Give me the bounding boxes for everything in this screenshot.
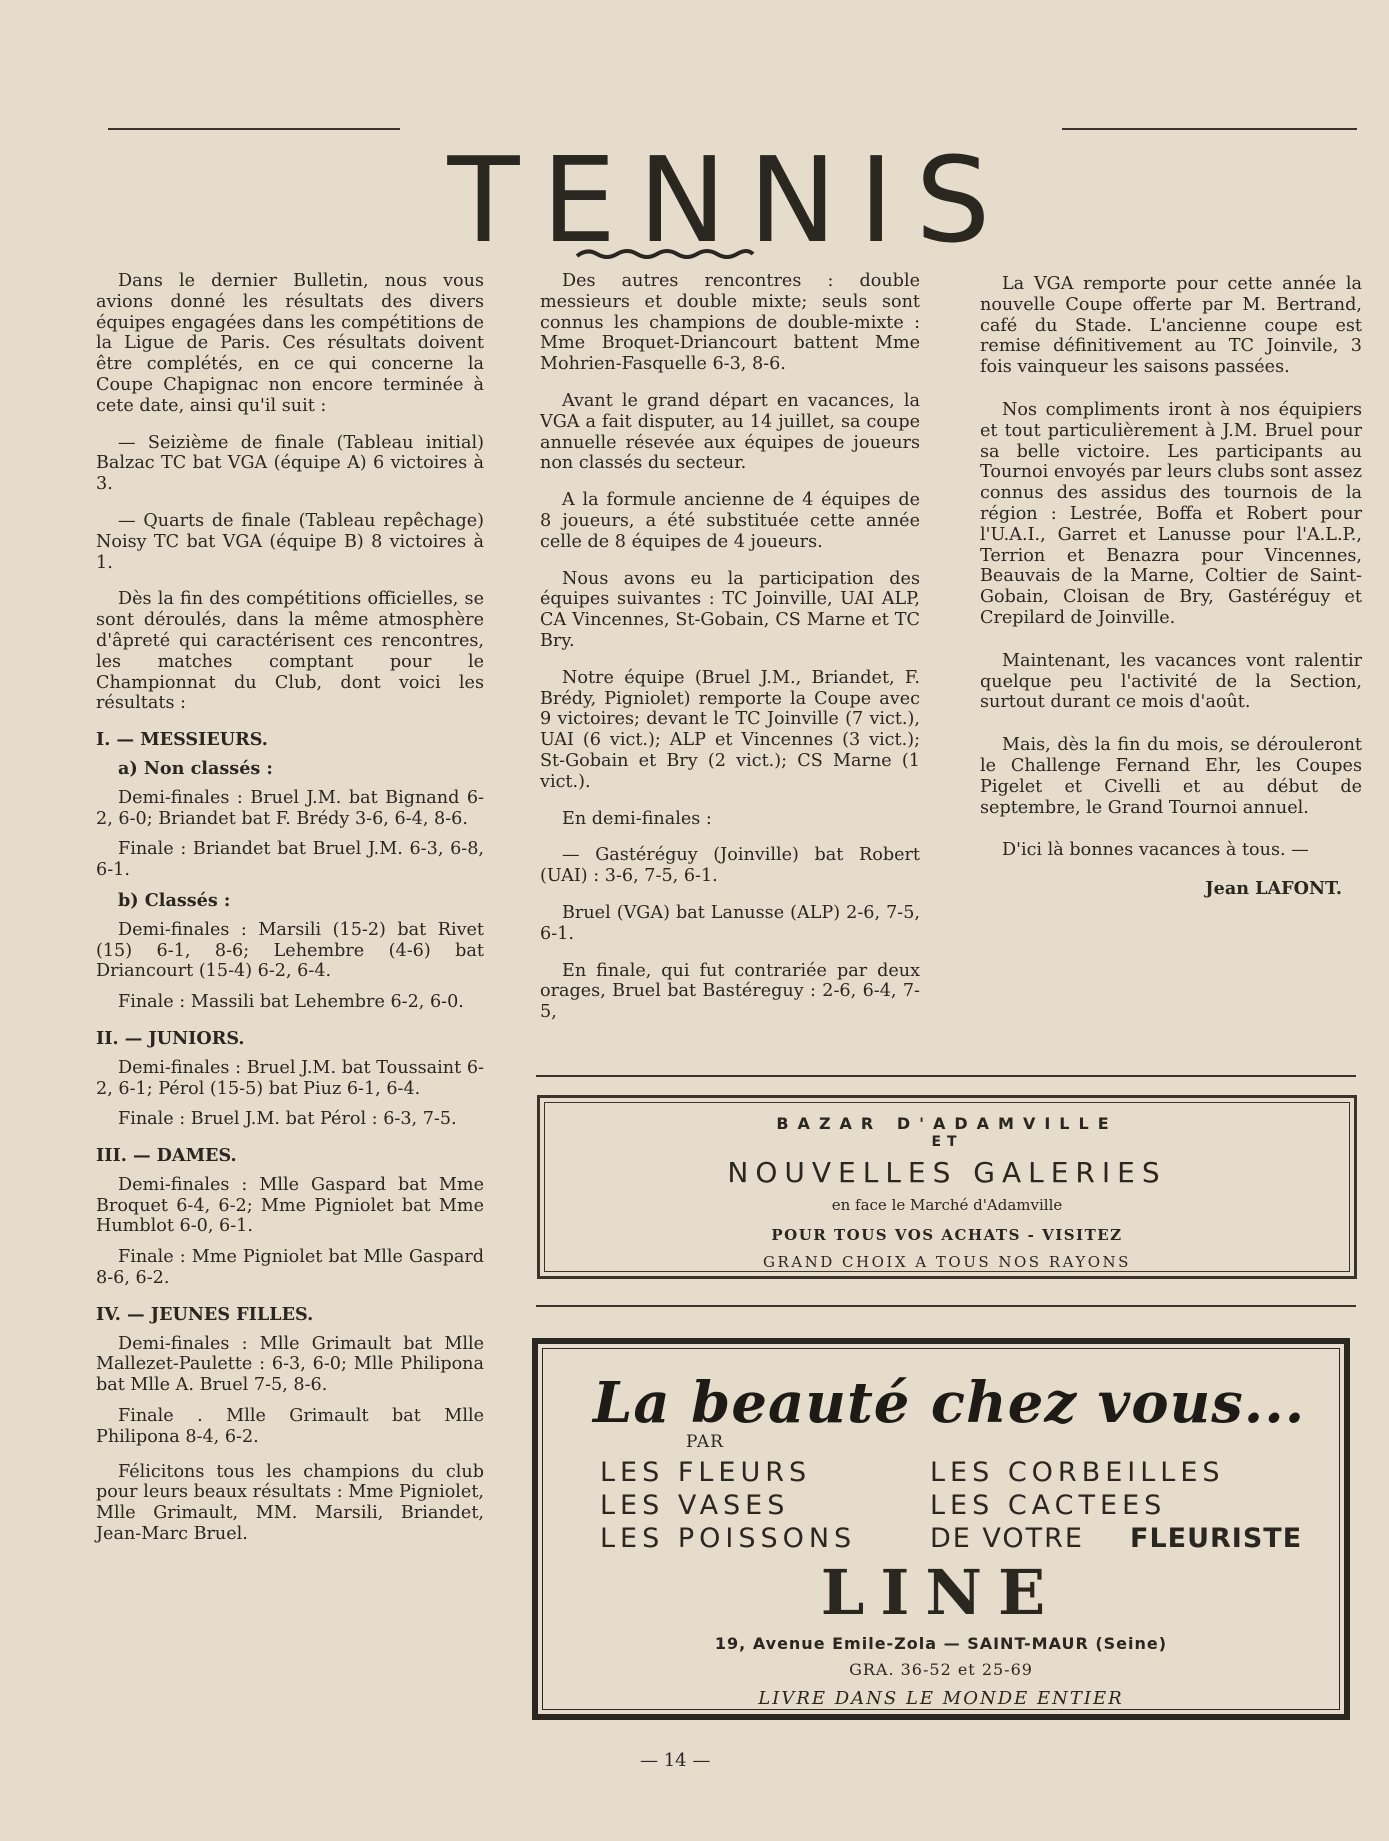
paragraph: Nos compliments iront à nos équipiers et tout particulièrement à J.M. Bruel pour sa belle victoire. Les participants au Tournoi envoyés par leurs clubs sont assez connus des assidus des tournois de la région : Lestrée, Boffa et Robert pour l'U.A.I., Garret et Lanusse pour l'A.L.P., Terrion et Benazra pour Vincennes, Beauvais de la Marne, Coltier de Saint-Gobain, Cloisan de Bry, Gastéréguy et Crepilard de Joinville. xyxy=(980,399,1362,628)
closing-paragraph: Félicitons tous les champions du club pour leurs beaux résultats : Mme Pigniolet, Mlle Grimault, MM. Marsili, Briandet, Jean-Marc Bruel. xyxy=(96,1461,484,1545)
paragraph: En finale, qui fut contrariée par deux orages, Bruel bat Bastéreguy : 2-6, 6-4, 7-5, xyxy=(540,960,920,1023)
result-item: Demi-finales : Bruel J.M. bat Bignand 6-2, 6-0; Briandet bat F. Brédy 3-6, 6-4, 8-6. xyxy=(96,787,484,829)
product-item: LES FLEURS xyxy=(600,1457,812,1488)
product-row xyxy=(600,1522,1303,1555)
section-heading-messieurs: I. — MESSIEURS. xyxy=(96,729,268,751)
advert-shipping: LIVRE DANS LE MONDE ENTIER xyxy=(758,1688,1124,1709)
paragraph: En demi-finales : xyxy=(562,808,712,829)
paragraph: Notre équipe (Bruel J.M., Briandet, F. Brédy, Pigniolet) remporte la Coupe avec 9 victoires; devant le TC Joinville (7 vict.), UAI (6 vict.); ALP et Vincennes (3 vict.); St-Gobain et Bry (2 vict.); CS Marne (1 vict.). xyxy=(540,667,920,792)
article-column-left xyxy=(96,271,484,1561)
advert-product-list xyxy=(600,1456,1303,1555)
divider-rule xyxy=(536,1305,1356,1307)
advert-tagline-2: GRAND CHOIX A TOUS NOS RAYONS xyxy=(763,1253,1131,1271)
result-item: Finale : Bruel J.M. bat Pérol : 6-3, 7-5. xyxy=(118,1109,457,1130)
paragraph: La VGA remporte pour cette année la nouvelle Coupe offerte par M. Bertrand, café du Stade. L'ancienne coupe est remise définitivement au TC Joinvile, 3 fois vainqueur les saisons passées. xyxy=(980,274,1362,378)
paragraph: Maintenant, les vacances vont ralentir quelque peu l'activité de la Section, surtout durant ce mois d'août. xyxy=(980,650,1362,713)
subheading-classes: b) Classés : xyxy=(118,889,231,911)
result-item: Finale . Mlle Grimault bat Mlle Philipona 8-4, 6-2. xyxy=(96,1406,484,1447)
transition-paragraph: Dès la fin des compétitions officielles, se sont déroulés, dans la même atmosphère d'âpreté qui caractérisent ces rencontres, les matches comptant pour le Championnat du Club, dont voici les résultats : xyxy=(96,589,484,714)
advert-par: PAR xyxy=(686,1432,724,1452)
divider-rule xyxy=(536,1075,1356,1077)
product-item: FLEURISTE xyxy=(1130,1523,1303,1554)
product-item: LES POISSONS xyxy=(600,1523,857,1554)
advert-tagline: POUR TOUS VOS ACHATS - VISITEZ xyxy=(771,1226,1123,1244)
section-heading-juniors: II. — JUNIORS. xyxy=(96,1027,245,1049)
page-number: — 14 — xyxy=(640,1750,711,1771)
title-rule-left xyxy=(108,128,400,130)
section-heading-jeunes-filles: IV. — JEUNES FILLES. xyxy=(96,1303,314,1325)
paragraph: Mais, dès la fin du mois, se dérouleront le Challenge Fernand Ehr, les Coupes Pigelet et Civelli et au début de septembre, le Grand Tournoi annuel. xyxy=(980,735,1362,818)
section-heading-dames: III. — DAMES. xyxy=(96,1145,237,1167)
result-item: Finale : Briandet bat Bruel J.M. 6-3, 6-8, 6-1. xyxy=(96,839,484,881)
advert-store-name-2: NOUVELLES GALERIES xyxy=(727,1156,1167,1189)
article-column-right xyxy=(980,274,1362,900)
page-title: TENNIS xyxy=(447,131,1013,270)
result-paragraph-2: — Quarts de finale (Tableau repêchage) Noisy TC bat VGA (équipe B) 8 victoires à 1. xyxy=(96,510,484,573)
article-column-middle xyxy=(540,271,920,1039)
product-item: LES CORBEILLES xyxy=(930,1457,1225,1488)
title-squiggle-ornament xyxy=(575,242,755,266)
subheading-non-classes: a) Non classés : xyxy=(118,757,273,779)
advert-florist-name: LINE xyxy=(820,1556,1062,1629)
product-item: LES VASES xyxy=(600,1490,790,1521)
author-signature: Jean LAFONT. xyxy=(1205,878,1342,900)
advert-location: en face le Marché d'Adamville xyxy=(831,1196,1063,1214)
paragraph: — Gastéréguy (Joinville) bat Robert (UAI) : 3-6, 7-5, 6-1. xyxy=(540,845,920,887)
result-paragraph-1: — Seizième de finale (Tableau initial) Balzac TC bat VGA (équipe A) 6 victoires à 3. xyxy=(96,432,484,495)
product-item: LES CACTEES xyxy=(930,1490,1167,1521)
product-item: DE VOTRE xyxy=(930,1523,1084,1554)
intro-paragraph: Dans le dernier Bulletin, nous vous avions donné les résultats des divers équipes engagées dans les compétitions de la Ligue de Paris. Ces résultats doivent être complétés, en ce qui concerne la Coupe Chapignac non encore terminée à cete date, ainsi qu'il suit : xyxy=(96,271,484,416)
product-row xyxy=(600,1456,1300,1489)
result-item: Demi-finales : Mlle Grimault bat Mlle Mallezet-Paulette : 6-3, 6-0; Mlle Philipona bat Mlle A. Bruel 7-5, 8-6. xyxy=(96,1333,484,1396)
result-item: Demi-finales : Marsili (15-2) bat Rivet (15) 6-1, 8-6; Lehembre (4-6) bat Driancourt (15-4) 6-2, 6-4. xyxy=(96,919,484,982)
advert-bazar-adamville xyxy=(537,1095,1357,1279)
page-header xyxy=(0,62,1389,270)
paragraph: A la formule ancienne de 4 équipes de 8 joueurs, a été substituée cette année celle de 8 équipes de 4 joueurs. xyxy=(540,490,920,552)
advert-headline: La beauté chez vous... xyxy=(593,1370,1306,1436)
advert-fleuriste-line xyxy=(532,1338,1350,1720)
title-rule-right xyxy=(1062,128,1357,130)
advert-conjunction: ET xyxy=(931,1134,963,1150)
paragraph: Bruel (VGA) bat Lanusse (ALP) 2-6, 7-5, 6-1. xyxy=(540,902,920,944)
result-item: Finale : Mme Pigniolet bat Mlle Gaspard 8-6, 6-2. xyxy=(96,1247,484,1289)
paragraph: Avant le grand départ en vacances, la VGA a fait disputer, au 14 juillet, sa coupe annuelle résevée aux équipes de joueurs non classés du secteur. xyxy=(540,390,920,474)
advert-store-name: BAZAR D'ADAMVILLE xyxy=(776,1114,1118,1133)
result-item: Finale : Massili bat Lehembre 6-2, 6-0. xyxy=(118,992,464,1013)
result-item: Demi-finales : Mlle Gaspard bat Mme Broquet 6-4, 6-2; Mme Pigniolet bat Mme Humblot 6-0, 6-1. xyxy=(96,1174,484,1237)
paragraph: D'ici là bonnes vacances à tous. — xyxy=(1002,840,1309,861)
advert-phone: GRA. 36-52 et 25-69 xyxy=(849,1660,1033,1679)
result-item: Demi-finales : Bruel J.M. bat Toussaint 6-2, 6-1; Pérol (15-5) bat Piuz 6-1, 6-4. xyxy=(96,1057,484,1099)
paragraph: Nous avons eu la participation des équipes suivantes : TC Joinville, UAI ALP, CA Vincennes, St-Gobain, CS Marne et TC Bry. xyxy=(540,568,920,651)
product-row xyxy=(600,1489,1300,1522)
advert-address: 19, Avenue Emile-Zola — SAINT-MAUR (Seine) xyxy=(714,1634,1168,1653)
paragraph: Des autres rencontres : double messieurs et double mixte; seuls sont connus les champions de double-mixte : Mme Broquet-Driancourt battent Mme Mohrien-Fasquelle 6-3, 8-6. xyxy=(540,271,920,375)
